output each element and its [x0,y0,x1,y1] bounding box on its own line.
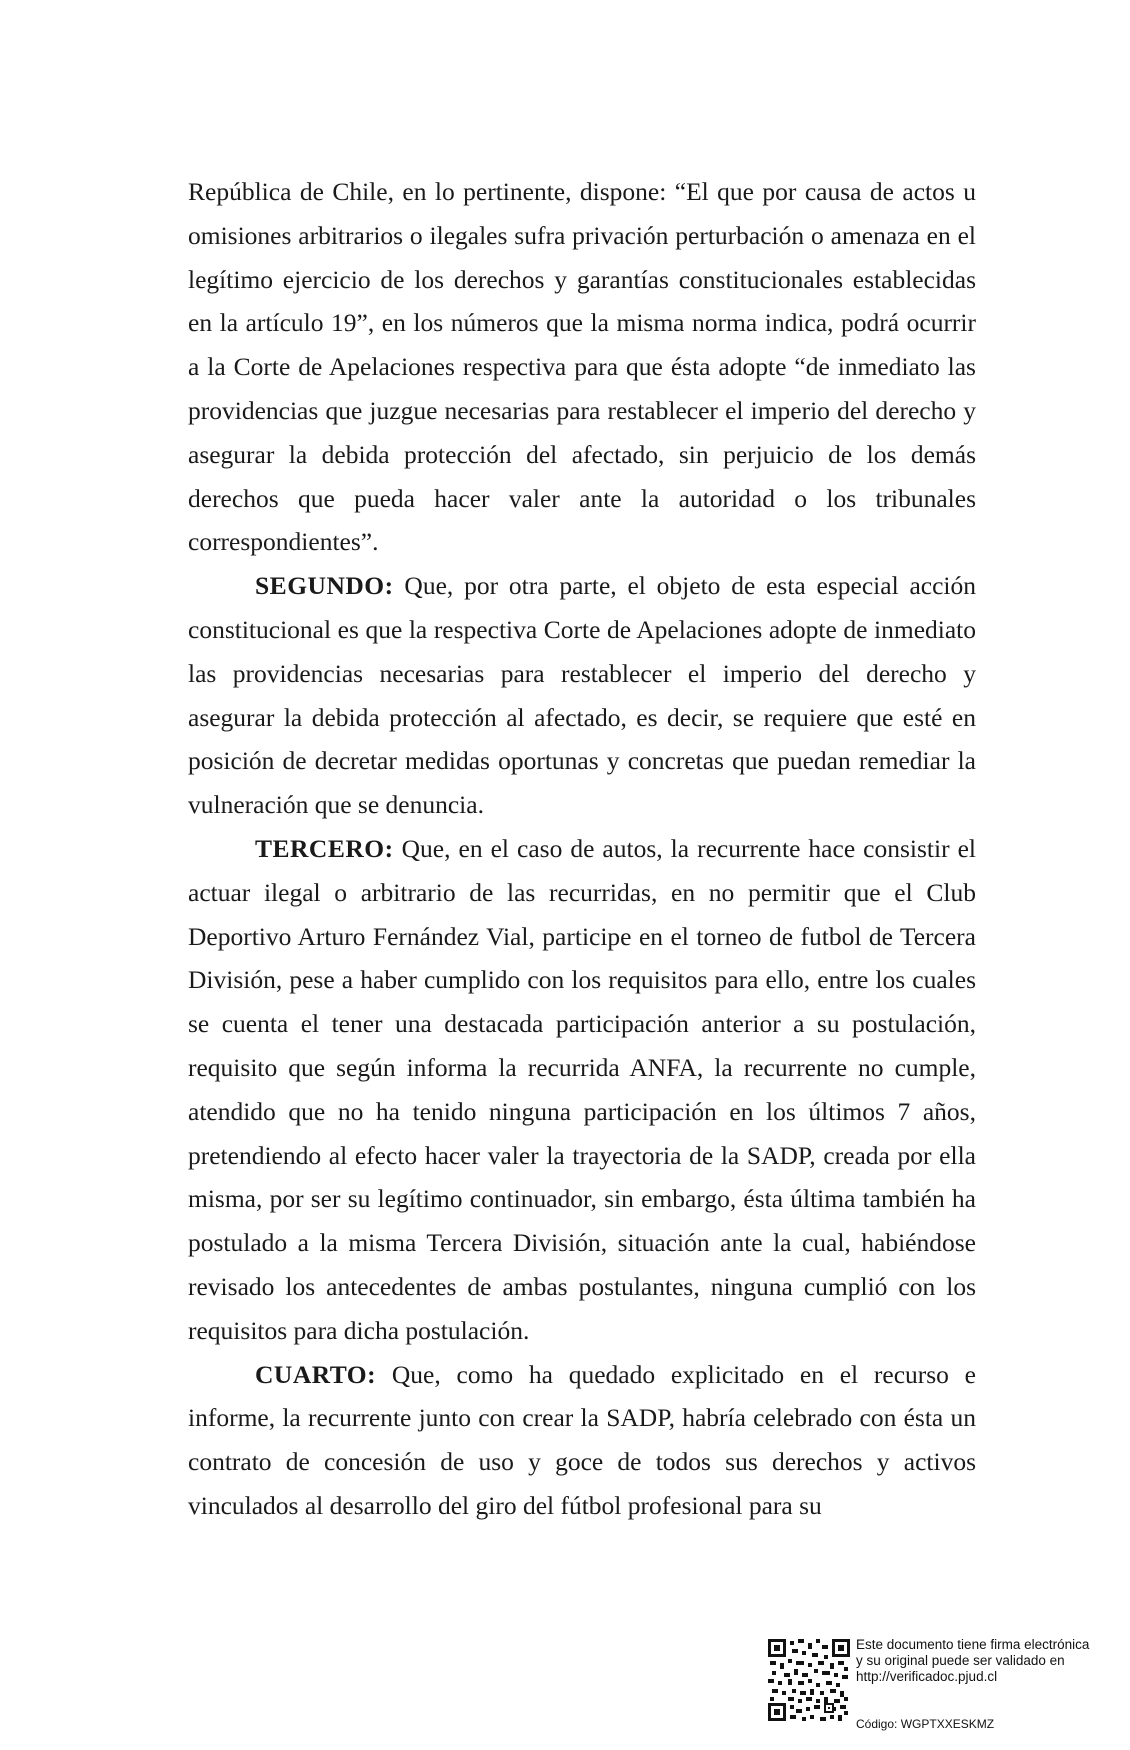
verification-text [856,1637,1118,1685]
paragraph-heading: CUARTO: [255,1359,377,1389]
qr-code-icon[interactable] [768,1639,850,1721]
paragraph-text: República de Chile, en lo pertinente, dispone: “El que por causa de actos u omisiones arbitrarios o ilegales sufra privación perturbación o amenaza en el legítimo ejercicio de los derechos y garantías constitucionales establecidas en la artículo 19”, en los números que la misma norma indica, podrá ocurrir a la Corte de Apelaciones respectiva para que ésta adopte “de inmediato las providencias que juzgue necesarias para restablecer el imperio del derecho y asegurar la debida protección del afectado, sin perjuicio de los demás derechos que pueda hacer valer ante la autoridad o los tribunales correspondientes”. [188,177,976,557]
paragraph-segundo [188,564,976,827]
paragraph-text: Que, por otra parte, el objeto de esta especial acción constitucional es que la respectiva Corte de Apelaciones adopte de inmediato las providencias necesarias para restablecer el imperio del derecho y asegurar la debida protección al afectado, es decir, se requiere que esté en posición de decretar medidas oportunas y concretas que puedan remediar la vulneración que se denuncia. [188,571,976,820]
paragraph-tercero [188,827,976,1353]
verification-line: y su original puede ser validado en [856,1653,1065,1668]
paragraph-text: Que, como ha quedado explicitado en el recurso e informe, la recurrente junto con crear la SADP, habría celebrado con ésta un contrato de concesión de uso y goce de todos sus derechos y activos vinculados al desarrollo del giro del fútbol profesional para su [188,1359,976,1520]
paragraph-heading: TERCERO: [255,833,394,863]
paragraph-heading: SEGUNDO: [255,571,394,601]
verification-url-link[interactable]: http://verificadoc.pjud.cl [856,1669,998,1684]
document-body [188,170,976,1528]
paragraph-text: Que, en el caso de autos, la recurrente hace consistir el actuar ilegal o arbitrario de las recurridas, en no permitir que el Club Deportivo Arturo Fernández Vial, participe en el torneo de futbol de Tercera División, pese a haber cumplido con los requisitos para ello, entre los cuales se cuenta el tener una destacada participación anterior a su postulación, requisito que según informa la recurrida ANFA, la recurrente no cumple, atendido que no ha tenido ninguna participación en los últimos 7 años, pretendiendo al efecto hacer valer la trayectoria de la SADP, creada por ella misma, por ser su legítimo continuador, sin embargo, ésta última también ha postulado a la misma Tercera División, situación ante la cual, habiéndose revisado los antecedentes de ambas postulantes, ninguna cumplió con los requisitos para dicha postulación. [188,833,976,1345]
paragraph-cuarto [188,1353,976,1528]
verification-stamp [768,1637,1118,1737]
verification-code: Código: WGPTXXESKMZ [856,1717,995,1731]
paragraph-continuation [188,170,976,564]
verification-line: Este documento tiene firma electrónica [856,1637,1090,1652]
